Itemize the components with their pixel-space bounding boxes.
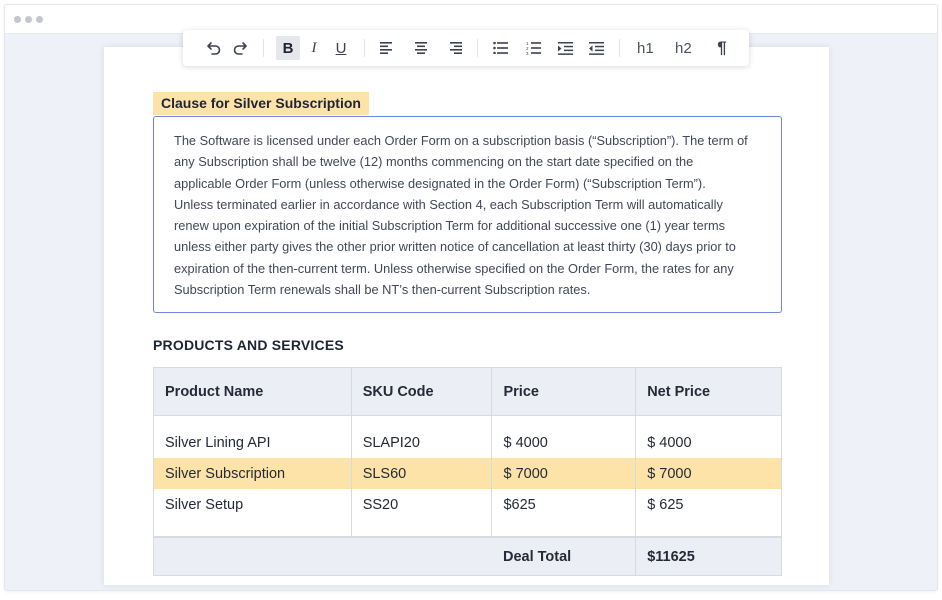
table-header-row	[154, 368, 782, 416]
numbered-list-button[interactable]	[522, 36, 546, 60]
bullet-list-button[interactable]	[489, 36, 513, 60]
window-dot-icon	[14, 16, 21, 23]
align-center-button[interactable]	[409, 36, 433, 60]
clause-line: expiration of the then-current term. Unless otherwise specified on the Order Form, the rates for any	[174, 260, 734, 276]
paragraph-button[interactable]	[710, 36, 734, 60]
window-dot-icon	[25, 16, 32, 23]
align-center-icon	[414, 42, 428, 54]
products-table	[153, 367, 782, 576]
italic-button[interactable]	[302, 36, 326, 60]
table-row-highlighted[interactable]	[154, 458, 782, 489]
price-cell: $ 7000	[492, 458, 636, 489]
align-right-button[interactable]	[443, 36, 467, 60]
products-heading: PRODUCTS AND SERVICES	[153, 337, 344, 353]
svg-text:2: 2	[526, 46, 529, 51]
sku-cell: SLAPI20	[351, 427, 492, 458]
heading1-label: h1	[637, 39, 654, 57]
table-row[interactable]	[154, 489, 782, 520]
numbered-list-icon	[526, 41, 542, 55]
deal-total-row	[154, 537, 782, 576]
undo-button[interactable]	[202, 36, 226, 60]
net-price-cell: $ 7000	[636, 458, 782, 489]
column-header: SKU Code	[351, 368, 492, 416]
product-name-cell: Silver Setup	[154, 489, 352, 520]
align-left-icon	[380, 42, 394, 54]
net-price-cell: $ 625	[636, 489, 782, 520]
clause-line: Unless terminated earlier in accordance with Section 4, each Subscription Term will automatically	[174, 196, 723, 212]
product-name-cell: Silver Lining API	[154, 427, 352, 458]
clause-title: Clause for Silver Subscription	[153, 92, 369, 115]
outdent-icon	[589, 42, 604, 55]
bold-button[interactable]	[276, 36, 300, 60]
redo-button[interactable]	[228, 36, 252, 60]
price-cell: $625	[492, 489, 636, 520]
column-header: Net Price	[636, 368, 782, 416]
net-price-cell: $ 4000	[636, 427, 782, 458]
italic-icon: I	[311, 39, 317, 56]
clause-line: renew upon expiration of the initial Subscription Term for additional successive one (1) year terms	[174, 218, 726, 234]
clause-editor[interactable]	[153, 116, 782, 313]
clause-line: applicable Order Form (unless otherwise designated in the Order Form) (“Subscription Term”).	[174, 175, 706, 191]
product-name-cell: Silver Subscription	[154, 458, 352, 489]
underline-button[interactable]	[329, 36, 353, 60]
indent-button[interactable]	[553, 36, 577, 60]
formatting-toolbar	[183, 30, 749, 66]
clause-text	[174, 130, 761, 300]
indent-icon	[558, 42, 573, 55]
heading1-button[interactable]	[635, 36, 656, 60]
bold-icon: B	[282, 39, 294, 57]
redo-icon	[232, 40, 248, 56]
deal-total-value: $11625	[636, 537, 782, 576]
deal-total-label: Deal Total	[492, 537, 636, 576]
bullet-list-icon	[493, 42, 509, 54]
heading2-label: h2	[675, 39, 692, 57]
column-header: Price	[492, 368, 636, 416]
sku-cell: SS20	[351, 489, 492, 520]
table-row[interactable]	[154, 427, 782, 458]
svg-text:3: 3	[526, 51, 529, 55]
clause-line: The Software is licensed under each Order Form on a subscription basis (“Subscription”). The term of	[174, 133, 748, 148]
clause-line: unless either party gives the other prior written notice of cancellation at least thirty (30) days prior to	[174, 239, 736, 255]
paragraph-icon: ¶	[717, 38, 727, 57]
price-cell: $ 4000	[492, 427, 636, 458]
undo-icon	[206, 40, 222, 56]
heading2-button[interactable]	[673, 36, 694, 60]
column-header: Product Name	[154, 368, 352, 416]
underline-icon: U	[335, 39, 347, 57]
align-left-button[interactable]	[375, 36, 399, 60]
align-right-icon	[448, 42, 462, 54]
clause-line: Subscription Term renewals shall be NT’s then-current Subscription rates.	[174, 282, 591, 298]
clause-line: any Subscription shall be twelve (12) months commencing on the start date specified on the	[174, 154, 694, 170]
window-dot-icon	[36, 16, 43, 23]
outdent-button[interactable]	[584, 36, 608, 60]
sku-cell: SLS60	[351, 458, 492, 489]
svg-text:1: 1	[526, 41, 529, 46]
